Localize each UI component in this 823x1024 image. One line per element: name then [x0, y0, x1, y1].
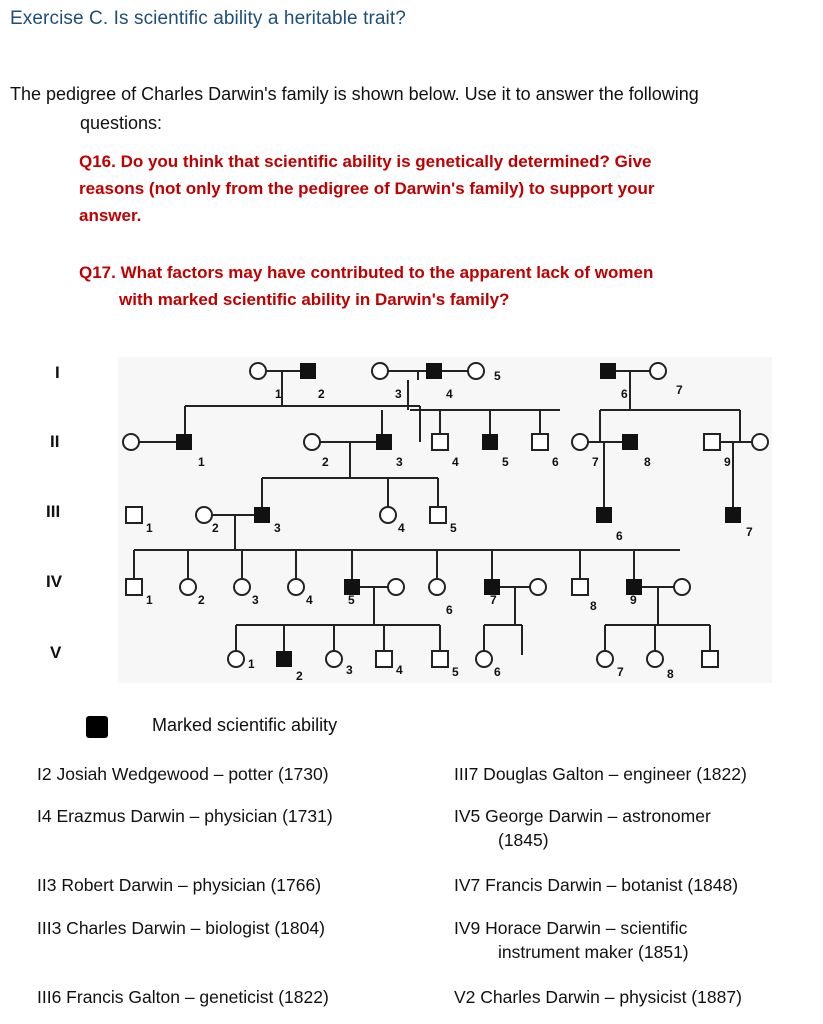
pedigree-num-i7: 7	[676, 383, 683, 397]
pedigree-female-v1	[228, 651, 244, 667]
entry-right-5-line-1: V2 Charles Darwin – physicist (1887)	[454, 987, 742, 1007]
pedigree-male-ii9	[704, 434, 720, 450]
pedigree-female-ii0	[123, 434, 139, 450]
pedigree-female-ii2	[304, 434, 320, 450]
pedigree-male-iv8	[572, 579, 588, 595]
pedigree-num-iii2: 2	[212, 521, 219, 535]
pedigree-num-iv7: 7	[490, 593, 497, 607]
pedigree-female-iv7-spouse	[530, 579, 546, 595]
pedigree-affected-male-i6	[600, 363, 616, 379]
pedigree-num-ii4: 4	[452, 455, 459, 469]
pedigree-female-i5	[468, 363, 484, 379]
pedigree-num-iii1: 1	[146, 521, 153, 535]
entry-left-5: III6 Francis Galton – geneticist (1822)	[37, 987, 329, 1007]
q16-line-2: reasons (not only from the pedigree of Darwin's family) to support your	[79, 179, 655, 198]
pedigree-male-iii1	[126, 507, 142, 523]
pedigree-num-iv6: 6	[446, 603, 453, 617]
entry-right-5	[454, 985, 742, 1009]
pedigree-num-ii5: 5	[502, 455, 509, 469]
generation-label-5: V	[50, 643, 62, 662]
pedigree-num-iv4: 4	[306, 593, 313, 607]
pedigree-female-v3	[326, 651, 342, 667]
pedigree-chart	[115, 355, 775, 685]
pedigree-affected-male-ii5	[482, 434, 498, 450]
pedigree-num-iv9: 9	[630, 593, 637, 607]
entry-right-3	[454, 873, 738, 897]
pedigree-num-iv2: 2	[198, 593, 205, 607]
pedigree-num-i3: 3	[395, 387, 402, 401]
generation-label-1: I	[55, 363, 60, 382]
pedigree-affected-male-ii1	[176, 434, 192, 450]
pedigree-affected-male-i2	[300, 363, 316, 379]
pedigree-male-v9	[702, 651, 718, 667]
pedigree-num-iv1: 1	[146, 593, 153, 607]
entry-right-1-line-1: III7 Douglas Galton – engineer (1822)	[454, 764, 747, 784]
pedigree-num-i4: 4	[446, 387, 453, 401]
entry-left-1: I2 Josiah Wedgewood – potter (1730)	[37, 764, 329, 784]
entry-left-3: II3 Robert Darwin – physician (1766)	[37, 875, 322, 895]
pedigree-affected-male-iii7	[725, 507, 741, 523]
q17-line-1: Q17. What factors may have contributed to the apparent lack of women	[79, 263, 654, 282]
q17-line-2: with marked scientific ability in Darwin's family?	[119, 290, 510, 309]
entry-right-4-line-2: instrument maker (1851)	[498, 942, 689, 962]
pedigree-female-iv9-spouse	[674, 579, 690, 595]
q16-line-3: answer.	[79, 206, 142, 225]
pedigree-female-i7	[650, 363, 666, 379]
pedigree-affected-male-iii6	[596, 507, 612, 523]
pedigree-affected-male-i4	[426, 363, 442, 379]
legend-label: Marked scientific ability	[152, 715, 338, 735]
pedigree-male-v5	[432, 651, 448, 667]
pedigree-female-i3	[372, 363, 388, 379]
pedigree-num-iii5: 5	[450, 521, 457, 535]
pedigree-female-ii10	[752, 434, 768, 450]
entry-right-2-line-2: (1845)	[498, 830, 549, 850]
pedigree-num-iv3: 3	[252, 593, 259, 607]
pedigree-female-iii4	[380, 507, 396, 523]
pedigree-num-ii3: 3	[396, 455, 403, 469]
pedigree-num-v1: 1	[248, 657, 255, 671]
pedigree-affected-male-v2	[276, 651, 292, 667]
pedigree-num-ii6: 6	[552, 455, 559, 469]
entry-right-1	[454, 762, 747, 786]
intro-line-1: The pedigree of Charles Darwin's family is shown below. Use it to answer the following	[10, 84, 699, 104]
pedigree-female-v8	[647, 651, 663, 667]
exercise-title: Exercise C. Is scientific ability a heritable trait?	[10, 8, 406, 29]
pedigree-female-iv6	[429, 579, 445, 595]
pedigree-num-v6: 6	[494, 665, 501, 679]
pedigree-num-i1: 1	[275, 387, 282, 401]
pedigree-num-ii2: 2	[322, 455, 329, 469]
pedigree-num-ii7: 7	[592, 455, 599, 469]
pedigree-num-v4: 4	[396, 663, 403, 677]
pedigree-female-iv3	[234, 579, 250, 595]
pedigree-num-ii1: 1	[198, 455, 205, 469]
entry-left-4: III3 Charles Darwin – biologist (1804)	[37, 918, 325, 938]
intro-text	[10, 80, 800, 138]
pedigree-female-iv2	[180, 579, 196, 595]
entry-right-4	[454, 916, 689, 964]
pedigree-female-v6	[476, 651, 492, 667]
question-17	[79, 259, 779, 313]
pedigree-female-i1	[250, 363, 266, 379]
pedigree-num-iii3: 3	[274, 521, 281, 535]
pedigree-male-iv1	[126, 579, 142, 595]
intro-line-2: questions:	[80, 113, 163, 133]
pedigree-num-iii7: 7	[746, 525, 753, 539]
pedigree-num-iv8: 8	[590, 599, 597, 613]
question-16	[79, 148, 759, 229]
pedigree-female-v7	[597, 651, 613, 667]
pedigree-num-i6: 6	[621, 387, 628, 401]
generation-label-2: II	[50, 432, 60, 451]
entry-right-2-line-1: IV5 George Darwin – astronomer	[454, 806, 711, 826]
pedigree-num-iv5: 5	[348, 593, 355, 607]
pedigree-num-iii6: 6	[616, 529, 623, 543]
pedigree-affected-male-ii3	[376, 434, 392, 450]
pedigree-female-iv4	[288, 579, 304, 595]
pedigree-num-v7: 7	[617, 665, 624, 679]
generation-label-4: IV	[46, 572, 63, 591]
pedigree-male-ii4	[432, 434, 448, 450]
legend-filled-square-icon	[86, 716, 108, 738]
entry-right-4-line-1: IV9 Horace Darwin – scientific	[454, 918, 688, 938]
pedigree-male-v4	[376, 651, 392, 667]
pedigree-num-ii8: 8	[644, 455, 651, 469]
pedigree-female-iii2	[196, 507, 212, 523]
pedigree-affected-male-ii8	[622, 434, 638, 450]
pedigree-female-ii7	[572, 434, 588, 450]
q16-line-1: Q16. Do you think that scientific ability is genetically determined? Give	[79, 152, 652, 171]
pedigree-affected-male-iii3	[254, 507, 270, 523]
pedigree-num-iii4: 4	[398, 521, 405, 535]
pedigree-male-ii6	[532, 434, 548, 450]
pedigree-female-iv5-spouse	[388, 579, 404, 595]
pedigree-num-v8: 8	[667, 667, 674, 681]
pedigree-num-v5: 5	[452, 665, 459, 679]
entry-left-2: I4 Erazmus Darwin – physician (1731)	[37, 806, 333, 826]
pedigree-male-iii5	[430, 507, 446, 523]
generation-label-3: III	[46, 502, 61, 521]
pedigree-num-ii9: 9	[724, 455, 731, 469]
entry-right-3-line-1: IV7 Francis Darwin – botanist (1848)	[454, 875, 739, 895]
pedigree-num-i2: 2	[318, 387, 325, 401]
pedigree-num-i5: 5	[494, 369, 501, 383]
entry-right-2	[454, 804, 711, 852]
pedigree-num-v3: 3	[346, 663, 353, 677]
pedigree-num-v2: 2	[296, 669, 303, 683]
